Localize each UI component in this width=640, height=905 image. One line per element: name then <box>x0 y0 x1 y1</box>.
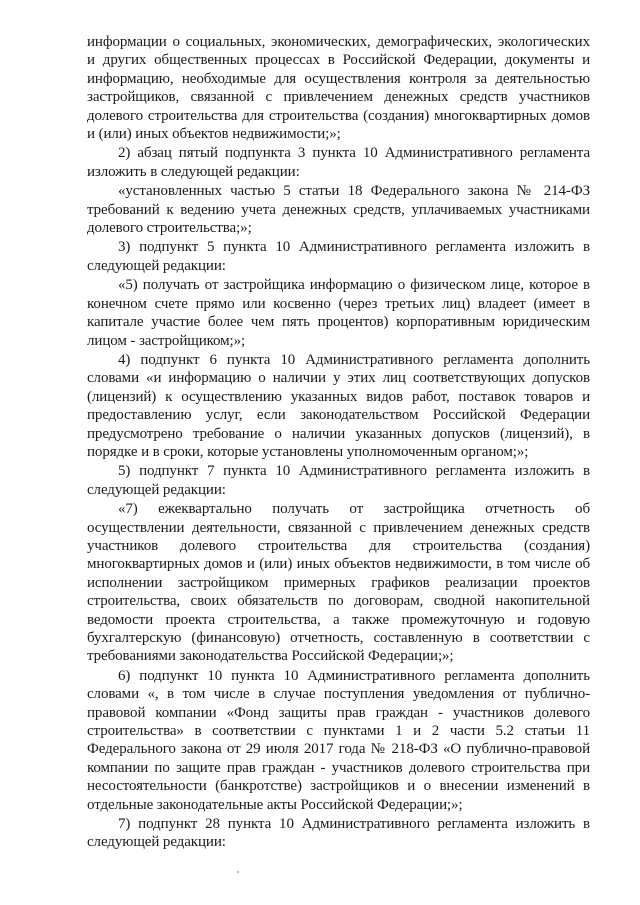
paragraph-quote-2: «установленных частью 5 статьи 18 Федерального закона № 214-ФЗ требований к ведению учета денежных средств, уплачиваемых участниками долевого строительства;»; <box>87 183 590 237</box>
paragraph-continuation: информации о социальных, экономических, демографических, экологических и других общественных процессах в Российской Федерации, документы и информацию, необходимые для осуществления контроля за деятельностью застройщиков, связанной с привлечением денежных средств участников долевого строительства для строительства (создания) многоквартирных домов и (или) иных объектов недвижимости;»; <box>87 34 590 143</box>
paragraph-item-3: 3) подпункт 5 пункта 10 Административного регламента изложить в следующей редакции: <box>87 239 590 274</box>
scan-speck <box>237 871 239 873</box>
paragraph-item-2: 2) абзац пятый подпункта 3 пункта 10 Административного регламента изложить в следующей редакции: <box>87 145 590 180</box>
paragraph-quote-3: «5) получать от застройщика информацию о физическом лице, которое в конечном счете прямо или косвенно (через третьих лиц) владеет (имеет в капитале участие более чем пять процентов) корпоративным юридическим лицом - застройщиком;»; <box>87 277 590 349</box>
paragraph-item-5: 5) подпункт 7 пункта 10 Административного регламента изложить в следующей редакции: <box>87 463 590 498</box>
paragraph-item-6: 6) подпункт 10 пункта 10 Административного регламента дополнить словами «, в том числе в случае поступления уведомления от публично-правовой компании «Фонд защиты прав граждан - участников долевого строительства» в соответствии с пунктами 1 и 2 части 5.2 статьи 11 Федерального закона от 29 июля 2017 года № 218-ФЗ «О публично-правовой компании по защите прав граждан - участников долевого строительства при несостоятельности (банкротстве) застройщиков и о внесении изменений в отдельные законодательные акты Российской Федерации;»; <box>87 667 590 813</box>
paragraph-quote-5: «7) ежеквартально получать от застройщика отчетность об осуществлении деятельности, связанной с привлечением денежных средств участников долевого строительства для строительства (создания) многоквартирных домов и (или) иных объектов недвижимости, в том числе об исполнении застройщиком примерных графиков реализации проектов строительства, своих обязательств по договорам, сводной накопительной ведомости проекта строительства, а также промежуточную и годовую бухгалтерскую (финансовую) отчетность, составленную в соответствии с требованиями законодательства Российской Федерации;»; <box>87 501 590 665</box>
paragraph-item-4: 4) подпункт 6 пункта 10 Административного регламента дополнить словами «и информацию о наличии у этих лиц соответствующих допусков (лицензий) к осуществлению указанных видов работ, поставок товаров и предоставлению услуг, если законодательством Российской Федерации предусмотрено требование о наличии указанных допусков (лицензий), в порядке и в сроки, которые установлены уполномоченным органом;»; <box>87 351 590 460</box>
paragraph-item-7: 7) подпункт 28 пункта 10 Административного регламента изложить в следующей редакции: <box>87 816 590 851</box>
